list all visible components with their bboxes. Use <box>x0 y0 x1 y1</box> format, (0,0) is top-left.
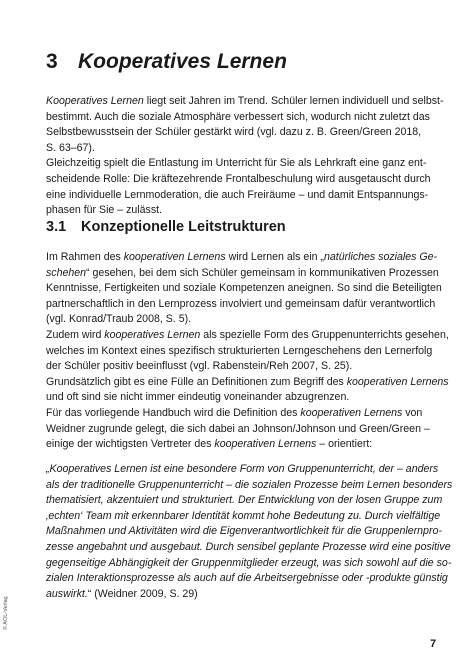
quote-line: auswirkt.“ (Weidner 2009, S. 29) <box>46 587 198 600</box>
text-line: der Schüler positiv beeinflusst (vgl. Rabenstein/Reh 2007, S. 25). <box>46 360 353 373</box>
text-line: schehen“ gesehen, bei dem sich Schüler gemeinsam in kommunikativen Prozessen <box>46 266 439 279</box>
text-line: Gleichzeitig spielt die Entlastung im Unterricht für Sie als Lehrkraft eine ganz ent- <box>46 157 427 170</box>
section-number: 3.1 <box>46 219 67 235</box>
text-line: (vgl. Konrad/Traub 2008, S. 5). <box>46 313 192 326</box>
text-line: phasen für Sie – zulässt. <box>46 204 163 217</box>
text-line: Weidner zugrunde gelegt, die sich dabei an Johnson/Johnson und Green/Green – <box>46 422 430 435</box>
quote-line: gegenseitige Abhängigkeit der Gruppenmitglieder erzeugt, was sich sowohl auf die so- <box>46 556 452 569</box>
chapter-heading <box>46 50 287 74</box>
text-line: Kooperatives Lernen liegt seit Jahren im Trend. Schüler lernen individuell und selbst- <box>46 95 444 107</box>
intro-paragraph <box>46 94 446 219</box>
text-line: Zudem wird kooperatives Lernen als spezielle Form des Gruppenunterrichts gesehen, <box>46 328 449 341</box>
text-line: welches im Kontext eines spezifisch strukturierten Lerngeschehens den Lernerfolg <box>46 344 433 357</box>
text-line: S. 63–67). <box>46 141 95 154</box>
text-line: Im Rahmen des kooperativen Lernens wird Lernen als ein „natürliches soziales Ge- <box>46 251 438 263</box>
chapter-title: Kooperatives Lernen <box>78 50 287 73</box>
copyright-notice: © AOL-Verlag <box>3 596 9 630</box>
quote-line: Maßnahmen und Aktivitäten wird die Eigenverantwortlichkeit für die Gruppenlernpro- <box>46 525 442 538</box>
text-line: scheidende Rolle: Die kräftezehrende Frontalbeschulung wird ausgetauscht durch <box>46 172 431 185</box>
body-paragraph <box>46 250 449 453</box>
chapter-number: 3 <box>46 50 58 73</box>
quote-line: ‚echten‘ Team mit erkennbarer Identität kommt hohe Bedeutung zu. Durch vielfältige <box>46 509 441 522</box>
quote-line: als der traditionelle Gruppenunterricht – die sozialen Prozesse beim Lernen besonders <box>46 478 453 491</box>
text-line: Für das vorliegende Handbuch wird die Definition des kooperativen Lernens von <box>46 406 423 419</box>
quote-line: thematisiert, akzentuiert und strukturiert. Der Entwicklung von der losen Gruppe zum <box>46 494 443 507</box>
quotation-block <box>46 462 453 602</box>
section-title: Konzeptionelle Leitstrukturen <box>81 219 286 235</box>
text-line: und oft sind sie nicht immer eindeutig voneinander abzugrenzen. <box>46 391 350 404</box>
page-number: 7 <box>430 638 437 650</box>
text-line: einige der wichtigsten Vertreter des kooperativen Lernens – orientiert: <box>46 438 373 451</box>
text-line: eine individuelle Lernmoderation, die auch Freiräume – und damit Entspannungs- <box>46 188 429 201</box>
text-line: Kenntnisse, Fertigkeiten und soziale Kompetenzen aneignen. So sind die Beteiligten <box>46 282 442 295</box>
quote-line: zesse angebahnt und ausgebaut. Durch sensibel geplante Prozesse wird eine positive <box>46 540 451 553</box>
text-line: Selbstbewusstsein der Schüler gestärkt wird (vgl. dazu z. B. Green/Green 2018, <box>46 126 422 139</box>
section-heading <box>46 219 286 235</box>
quote-line: zialen Interaktionsprozesse als auch auf die Arbeitsergebnisse oder -produkte günstig <box>46 572 448 585</box>
text-line: Grundsätzlich gibt es eine Fülle an Definitionen zum Begriff des kooperativen Lernens <box>46 375 449 388</box>
quote-line: „Kooperatives Lernen ist eine besondere Form von Gruppenunterricht, der – anders <box>46 463 439 475</box>
text-line: partnerschaftlich in den Lernprozess involviert und gemeinsam dafür verantwortlich <box>46 297 436 310</box>
text-line: bestimmt. Auch die soziale Atmosphäre verbessert sich, wodurch nicht zuletzt das <box>46 110 430 123</box>
